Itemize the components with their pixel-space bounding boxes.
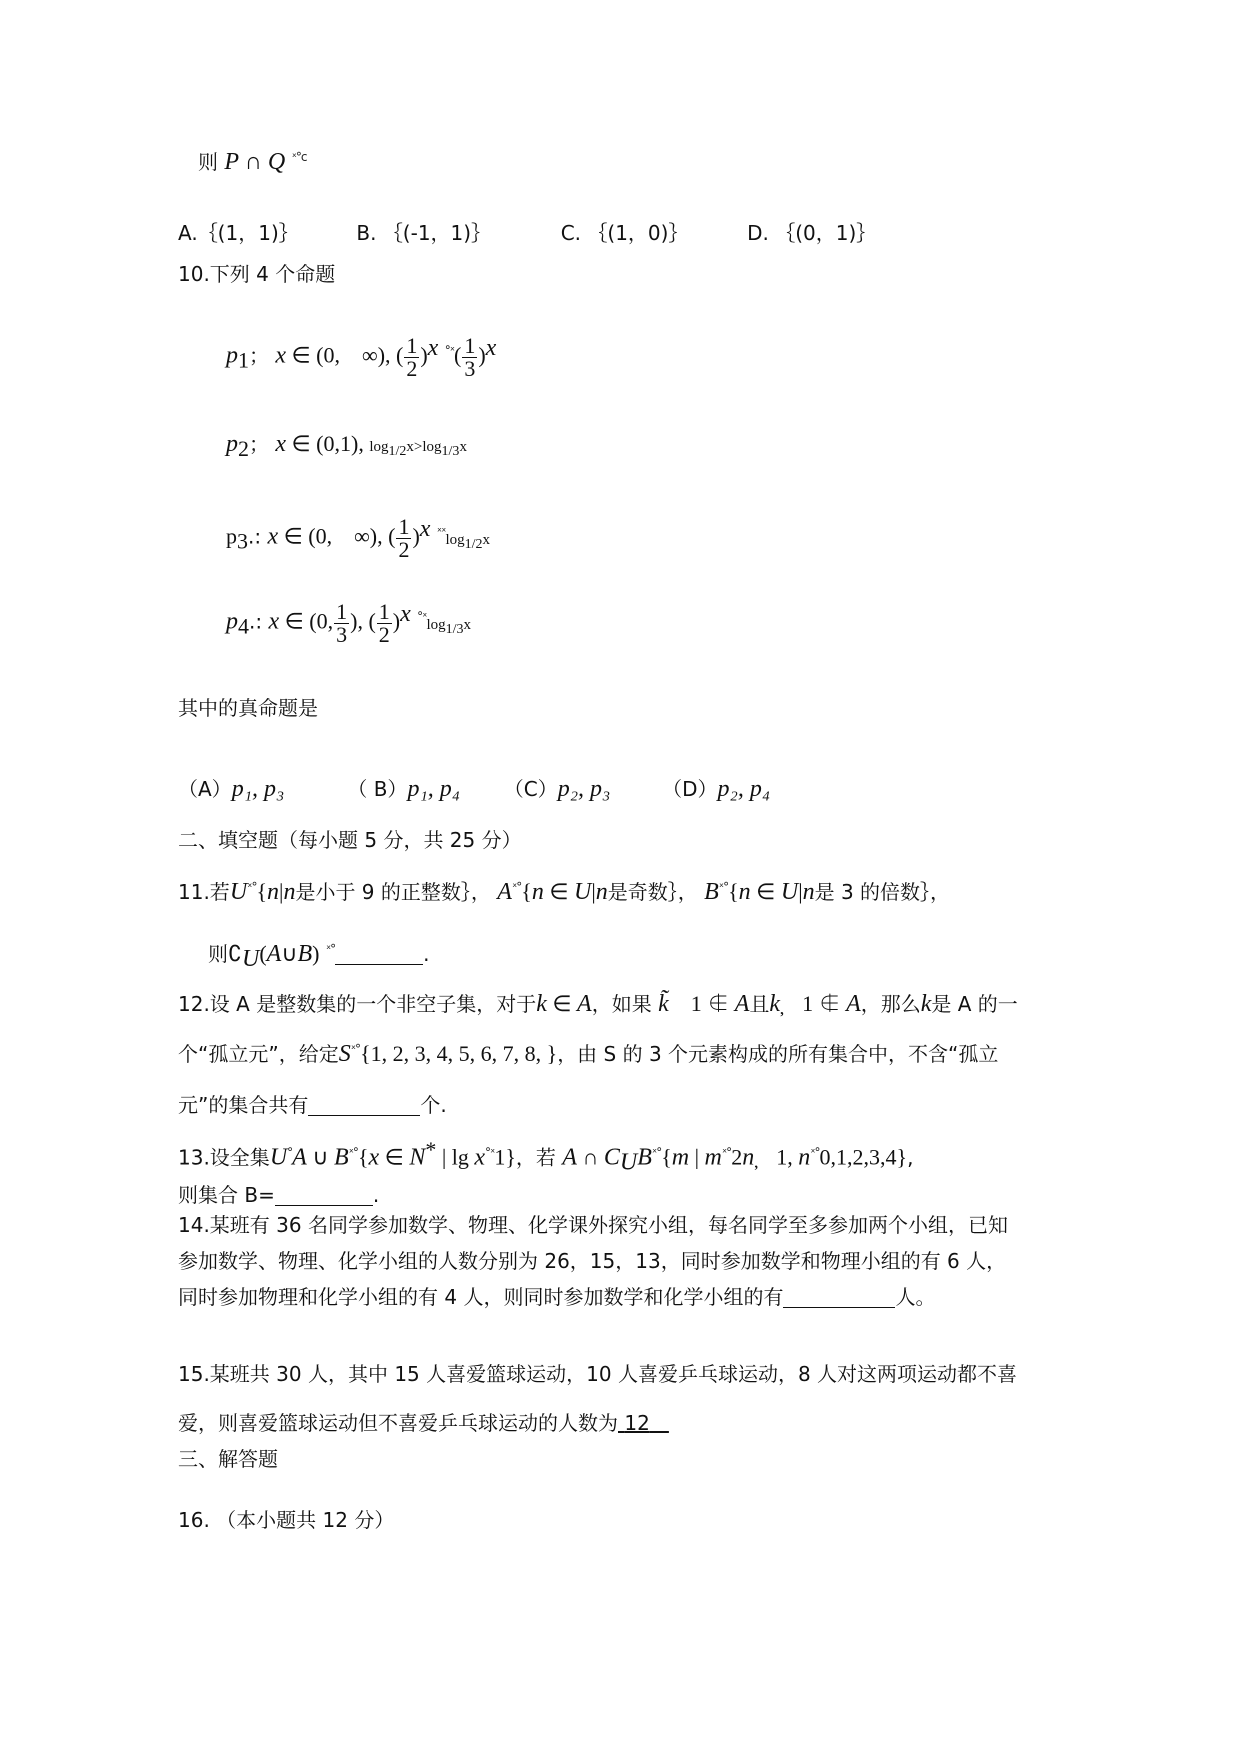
q11-line2: 则$∁_U(A\cup B)$ $^{ˣ^\circ}$ . bbox=[208, 941, 430, 972]
q14-line1: 14.某班有 36 名同学参加数学、物理、化学课外探究小组，每名同学至多参加两个小组，已知 bbox=[178, 1213, 1008, 1237]
q10-conclusion: 其中的真命题是 bbox=[178, 696, 318, 720]
q9-option-b: B. ｛(-1，1)｝ bbox=[356, 221, 492, 245]
q9-option-c: C. ｛(1，0)｝ bbox=[560, 221, 689, 245]
section-3-heading: 三、解答题 bbox=[178, 1447, 278, 1471]
q10-option-b: p₁, p₄ bbox=[407, 776, 461, 802]
q11-answer-blank[interactable] bbox=[335, 946, 423, 965]
q14-answer-blank[interactable] bbox=[783, 1289, 895, 1308]
q15-line2: 爱，则喜爱篮球运动但不喜爱乒乓球运动的人数为 12 bbox=[178, 1411, 650, 1435]
proposition-p2: $p_2$； x ∈ (0,1), $\log_{1/2}x>\log_{1/3}x$ bbox=[226, 431, 467, 461]
q10-option-a: p₁, p₃ bbox=[231, 776, 285, 802]
q13-line2: 则集合 B= . bbox=[178, 1183, 380, 1207]
q15-line1: 15.某班共 30 人，其中 15 人喜爱篮球运动，10 人喜爱乒乓球运动，8 人对这两项运动都不喜 bbox=[178, 1362, 1018, 1386]
garbled-equals-glyph: ˣ°c bbox=[291, 150, 307, 164]
proposition-p3: $p_3$.: x ∈ (0, ∞), ( $\frac{1}{2}$ )$^x$ $^{ˣˣ}\log_{1/2}x$ bbox=[226, 513, 491, 562]
q10-stem: 10.下列 4 个命题 bbox=[178, 262, 336, 286]
proposition-p1: $p_1$； x ∈ (0, ∞), ( $\frac{1}{2}$ )$^x$ $^{^\circ ˣ}$( $\frac{1}{3}$ )$^x$ bbox=[226, 332, 497, 381]
q9-options bbox=[178, 221, 876, 245]
q9-option-d: D. ｛(0，1)｝ bbox=[747, 221, 877, 245]
q14-line2: 参加数学、物理、化学小组的人数分别为 26，15，13，同时参加数学和物理小组的有 6 人， bbox=[178, 1249, 1007, 1273]
q16-heading: 16. （本小题共 12 分） bbox=[178, 1508, 395, 1532]
q12-line3: 元”的集合共有 个. bbox=[178, 1093, 447, 1117]
q10-options: （A）p₁, p₃ （ B）p₁, p₄ （C）p₂, p₃ （D）p₂, p₄ bbox=[178, 776, 771, 802]
q13-answer-blank[interactable] bbox=[275, 1187, 373, 1206]
q9-tail: 则 P ∩ Q $^{ˣ^\circ c}$ bbox=[198, 149, 307, 175]
q15-answer: 12 bbox=[624, 1411, 650, 1435]
q10-option-d: p₂, p₄ bbox=[717, 776, 771, 802]
section-2-heading: 二、填空题（每小题 5 分，共 25 分） bbox=[178, 828, 522, 852]
q14-line3: 同时参加物理和化学小组的有 4 人，则同时参加数学和化学小组的有 人。 bbox=[178, 1285, 936, 1309]
q12-answer-blank[interactable] bbox=[308, 1097, 420, 1116]
q9-tail-math: P ∩ Q bbox=[224, 149, 286, 175]
q9-option-a: A.｛(1，1)｝ bbox=[178, 221, 299, 245]
q12-line2: 个“孤立元”，给定$S^{ˣ^\circ}\{1$, 2, 3, 4, 5, 6, 7, 8, }，由 S 的 3 个元素构成的所有集合中，不含“孤立 bbox=[178, 1041, 999, 1067]
q13-line1: 13.设全集U°A ∪ $B^{ˣ^\circ}\{x$ ∈ N* | $\lg x^{^\circ ˣ}1$}，若 A ∩ $C_UB^{ˣ^\circ}\{m$ | $m^{ˣ^\circ}2n̦$ 1, $n^{ˣ^\circ}0,1,2,3,4$}, bbox=[178, 1137, 914, 1176]
proposition-p4: $p_4$.: x ∈ (0, $\frac{1}{3}$ ), ( $\frac{1}{2}$ )$^x$ $^{^\circ ˣ}\log_{1/3}x$ bbox=[226, 598, 472, 647]
q10-option-c: p₂, p₃ bbox=[557, 776, 611, 802]
q11-line1: 11.若$U^{ˣ^\circ}\{n|n$是小于 9 的正整数｝， $A^{ˣ^\circ}\{n$ ∈ U|n是奇数｝， $B^{ˣ^\circ}\{n$ ∈ U|n是 3 的倍数｝， bbox=[178, 879, 951, 905]
q12-line1: 12.设 A 是整数集的一个非空子集，对于k ∈ A，如果 k̃ 1 ∉ A且k̦ 1 ∉ A，那么k是 A 的一 bbox=[178, 991, 1018, 1017]
